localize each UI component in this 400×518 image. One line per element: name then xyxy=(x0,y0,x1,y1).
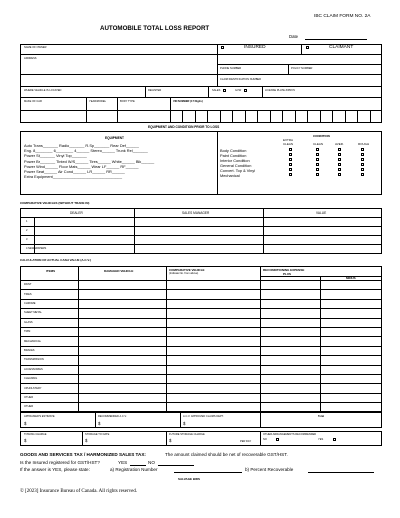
owner-block xyxy=(20,44,382,123)
condition-checkbox[interactable] xyxy=(289,158,292,161)
condition-checkbox[interactable] xyxy=(338,168,341,171)
comparative-row-number: 1 xyxy=(26,220,28,223)
condition-checkbox[interactable] xyxy=(338,173,341,176)
comparative-row-number: 2 xyxy=(26,229,28,232)
insured-checkbox[interactable] xyxy=(221,46,224,49)
acv-row-divider xyxy=(20,355,382,356)
condition-checkbox[interactable] xyxy=(289,148,292,151)
per-day-label: PER DAY xyxy=(240,440,252,443)
condition-label: General Condition xyxy=(220,163,252,168)
body-type-label: BODY TYPE xyxy=(120,100,135,103)
condition-checkbox[interactable] xyxy=(316,148,319,151)
acv-row-divider xyxy=(20,365,382,366)
acv-row-divider xyxy=(20,318,382,319)
vin-cell-divider xyxy=(245,110,246,123)
claimant-checkbox[interactable] xyxy=(306,46,309,49)
condition-col-header: CLEAN xyxy=(283,142,294,146)
condition-col-header: ROUGH xyxy=(358,142,370,146)
appraiser-estimate-label: APPRAISER'S ESTIMATE xyxy=(24,415,55,418)
sales-label: SALES xyxy=(212,89,221,92)
acv-row-divider xyxy=(20,346,382,347)
claim-id-label: CLAIM IDENTIFICATION NUMBER xyxy=(220,78,262,81)
acv-row-divider xyxy=(20,336,382,337)
acv-row-divider xyxy=(20,289,382,290)
acv-item-label: ACCESSORIES xyxy=(24,367,43,371)
acv-item-label: CHROME xyxy=(24,302,36,305)
comparative-vehicle-note: (Indicate No. from above) xyxy=(169,272,199,275)
copyright: © [2023] Insurance Bureau of Canada. All rights reserved. xyxy=(20,489,138,494)
condition-col-header: CLEAN xyxy=(313,142,324,146)
tax-note: The amount claimed should be net of recoverable GST/HST. xyxy=(165,452,288,457)
gvw-label: GVW xyxy=(235,89,242,92)
vin-cell-divider xyxy=(332,110,333,123)
acv-item-label: PAINT xyxy=(24,283,32,287)
dollar-sign: $ xyxy=(183,421,186,426)
equipment-section-title: EQUIPMENT AND CONDITION PRIOR TO LOSS xyxy=(148,125,220,129)
form-title: AUTOMOBILE TOTAL LOSS REPORT xyxy=(100,25,210,32)
condition-checkbox[interactable] xyxy=(316,158,319,161)
equipment-line: Power Wind______ Floor Mats______ Wear LF______ RF______ xyxy=(24,163,139,169)
condition-checkbox[interactable] xyxy=(361,168,364,171)
condition-label: Convert. Top & Vinyl xyxy=(220,168,256,173)
condition-label: Body Condition xyxy=(220,148,247,153)
owner-name-label: NAME OF OWNER xyxy=(24,46,47,49)
vin-cell-divider xyxy=(370,110,371,123)
vin-cell-divider xyxy=(232,110,233,123)
total-label: Total xyxy=(318,415,325,418)
vin-cell-divider xyxy=(257,110,258,123)
registration-number-field[interactable] xyxy=(174,472,242,473)
acv-header-divider xyxy=(20,280,382,281)
condition-checkbox[interactable] xyxy=(316,168,319,171)
value-header: VALUE xyxy=(316,211,327,215)
acv-row-divider xyxy=(20,402,382,403)
vin-cell-divider xyxy=(307,110,308,123)
location-label: WHERE VEHICLE IS LOCATED xyxy=(24,89,62,92)
condition-checkbox[interactable] xyxy=(338,153,341,156)
dollar-sign: $ xyxy=(169,438,172,443)
condition-label: Paint Condition xyxy=(220,153,247,158)
license-label: LICENSE PLATE #/PROV xyxy=(265,89,296,92)
condition-checkbox[interactable] xyxy=(289,153,292,156)
vin-cell-divider xyxy=(270,110,271,123)
yes-label: YES xyxy=(318,438,324,441)
sales-manager-header: SALES MANAGER xyxy=(182,211,210,215)
vin-cell-divider xyxy=(320,110,321,123)
percent-recoverable-field[interactable] xyxy=(308,472,374,473)
acv-subheader-divider xyxy=(260,276,382,277)
dollar-sign: $ xyxy=(98,421,101,426)
registration-number-label: a) Registration Number xyxy=(110,467,158,472)
acv-row-divider xyxy=(20,327,382,328)
acv-item-label: BRAKES xyxy=(24,349,35,352)
acv-item-label: MECHANICAL xyxy=(24,339,42,343)
condition-checkbox[interactable] xyxy=(316,173,319,176)
gst-question: Is the Insured registered for GST/HST? xyxy=(20,460,100,465)
no-checkbox[interactable] xyxy=(276,438,279,441)
acv-section-title: CALCULATION OF ACTUAL CASH VALUE (A.C.V.) xyxy=(20,258,91,262)
condition-checkbox[interactable] xyxy=(361,163,364,166)
condition-col-header: AVER. xyxy=(335,142,344,146)
equipment-line: Power St_______ Vinyl Top_______ xyxy=(24,153,87,159)
make-label: MAKE OF CAR xyxy=(24,100,42,103)
condition-checkbox[interactable] xyxy=(289,168,292,171)
dollar-sign: $ xyxy=(24,438,27,443)
comparative-vehicle-header: COMPARATIVE VEHICLE xyxy=(169,268,205,272)
salvage-bids-label: SALVAGE BIDS xyxy=(178,477,201,481)
acv-row-divider xyxy=(20,299,382,300)
towing-label: TOWING CHARGE xyxy=(24,433,47,436)
acv-item-label: GLASS xyxy=(24,320,33,324)
year-label: YEAR/MODEL xyxy=(89,100,107,103)
vin-cell-divider xyxy=(345,110,346,123)
condition-title: CONDITION xyxy=(313,134,330,138)
dollar-sign: $ xyxy=(24,421,27,426)
condition-checkbox[interactable] xyxy=(338,163,341,166)
dollar-sign: $ xyxy=(85,438,88,443)
equipment-line: Power Seat______ Air Cond______ LR______ RR______ xyxy=(24,169,125,174)
no-label: NO xyxy=(263,438,267,441)
date-field[interactable] xyxy=(305,39,367,40)
plus-header: PLUS xyxy=(283,272,292,276)
percent-recoverable-label: b) Percent Recoverable xyxy=(245,467,294,472)
acv-item-label: UPHOLSTERY xyxy=(24,386,42,390)
tax-title: GOODS AND SERVICES TAX / HARMONIZED SALES TAX: xyxy=(20,452,146,457)
approved-acv-label: A.C.V. APPROVED CLAIMS DEPT. xyxy=(183,415,224,418)
condition-label: Mechanical xyxy=(220,173,240,178)
comparative-row-number: 4 NEWSPAPERS xyxy=(26,247,47,250)
acv-row-divider xyxy=(20,374,382,375)
form-number: IBC CLAIM FORM NO. 2A xyxy=(314,14,371,19)
gst-if-yes: If the answer is YES, please state: xyxy=(20,467,90,472)
sales-checkbox[interactable] xyxy=(223,89,226,92)
acv-row-divider xyxy=(20,308,382,309)
gst-no-field[interactable] xyxy=(158,465,194,466)
items-header: ITEMS xyxy=(46,269,56,273)
equipment-line: Power Br_______ Tinted W/S______ Tires______ White______ Blk______ xyxy=(24,158,155,164)
vin-cell-divider xyxy=(282,110,283,123)
acv-item-label: TRANSMISSION xyxy=(24,358,44,362)
address-label: ADDRESS xyxy=(24,57,37,60)
vin-cell-divider xyxy=(195,110,196,123)
gst-no-label: NO xyxy=(148,460,155,465)
acv-item-label: OTHER xyxy=(24,405,34,409)
condition-checkbox[interactable] xyxy=(361,173,364,176)
equipment-line: Eng. 8________ 6________ 4______ Stereo______ Trunk Rel_______ xyxy=(24,148,148,154)
vin-cell-divider xyxy=(220,110,221,123)
yes-checkbox[interactable] xyxy=(333,438,336,441)
equipment-line: Auto Trans_______ Radio_______ R.Sp_______ Rear Def______ xyxy=(24,143,139,148)
equipment-line: Extra Equipment________________________________ xyxy=(24,174,123,180)
condition-col-header: EXTRA xyxy=(283,138,294,142)
future-storage-label: FUTURE STORAGE CHARGE xyxy=(169,433,205,436)
acv-table xyxy=(20,266,382,412)
vin-label: VIN NUMBER (17 Digits) xyxy=(173,100,203,103)
comparative-row-number: 3 xyxy=(26,238,28,241)
dealer-header: DEALER xyxy=(70,211,83,215)
other-arrangements-label: OTHER ARRANGEMENTS RECOMMENDED xyxy=(263,433,317,436)
acv-item-label: TRIM xyxy=(24,330,31,334)
vin-cell-divider xyxy=(182,110,183,123)
condition-checkbox[interactable] xyxy=(361,148,364,151)
condition-checkbox[interactable] xyxy=(338,158,341,161)
condition-label: Interior Condition xyxy=(220,158,250,163)
acv-item-label: CLEANING xyxy=(24,377,38,381)
minus-header: MINUS xyxy=(346,276,356,280)
gst-yes-field[interactable] xyxy=(130,465,146,466)
condition-checkbox[interactable] xyxy=(361,153,364,156)
gvw-checkbox[interactable] xyxy=(244,89,247,92)
gst-yes-label: YES xyxy=(118,460,128,465)
vin-cell-divider xyxy=(357,110,358,123)
acv-row-divider xyxy=(20,393,382,394)
reconditioning-header: RECONDITIONING EXPENSE xyxy=(263,268,305,272)
damaged-vehicle-header: DAMAGED VEHICLE xyxy=(104,269,134,273)
equipment-title: EQUIPMENT xyxy=(105,136,124,140)
phone-label: PHONE NUMBER xyxy=(220,67,242,70)
vin-cell-divider xyxy=(295,110,296,123)
vin-cell-divider xyxy=(207,110,208,123)
recommended-acv-label: RECOMMENDED A.C.V. xyxy=(98,415,127,418)
condition-checkbox[interactable] xyxy=(289,173,292,176)
condition-checkbox[interactable] xyxy=(289,163,292,166)
acv-item-label: OTHER xyxy=(24,396,34,399)
comparative-section-title: COMPARATIVE VEHICLES (WITHOUT TRADE IN) xyxy=(20,201,90,205)
condition-checkbox[interactable] xyxy=(316,163,319,166)
register-label: REGISTER xyxy=(148,89,162,92)
condition-checkbox[interactable] xyxy=(361,158,364,161)
storage-label: STORAGE TO DATE xyxy=(85,433,110,436)
claimant-label: CLAIMANT xyxy=(329,45,354,50)
insured-label: INSURED xyxy=(244,45,266,50)
acv-item-label: TIRES xyxy=(24,292,32,296)
condition-checkbox[interactable] xyxy=(338,148,341,151)
acv-row-divider xyxy=(20,383,382,384)
date-label: Date xyxy=(289,34,299,39)
policy-label: POLICY NUMBER xyxy=(291,67,313,70)
acv-item-label: SHEET METAL xyxy=(24,311,42,315)
condition-checkbox[interactable] xyxy=(316,153,319,156)
